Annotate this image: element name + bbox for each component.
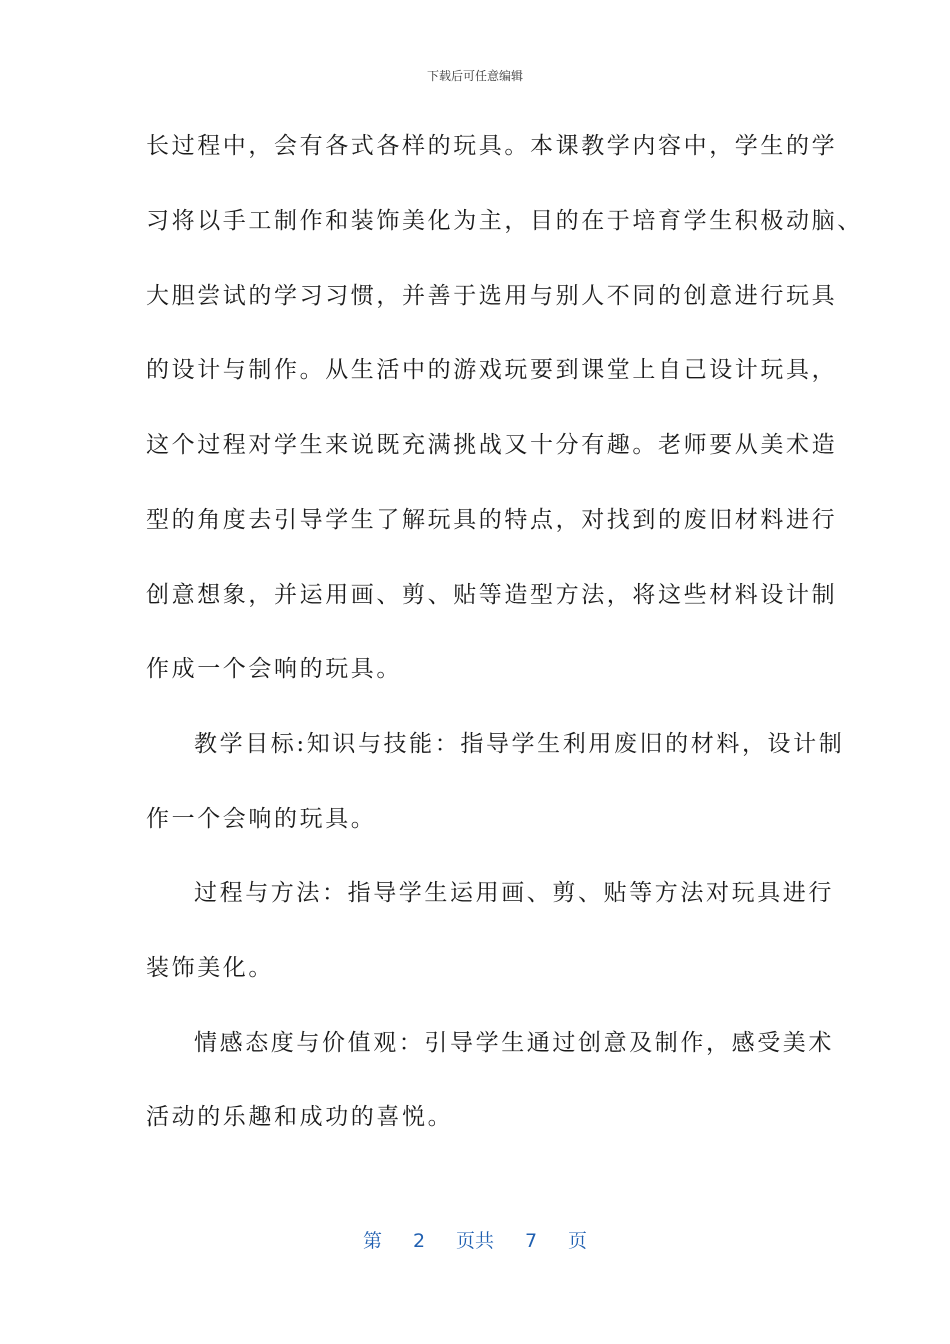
body-line: 作成一个会响的玩具。: [146, 656, 402, 682]
page-suffix: 页: [568, 1230, 588, 1252]
body-line: 型的角度去引导学生了解玩具的特点，对找到的废旧材料进行: [146, 507, 838, 533]
current-page-number: 2: [412, 1230, 426, 1252]
body-line: 长过程中，会有各式各样的玩具。本课教学内容中，学生的学: [146, 133, 838, 159]
page-prefix: 第: [362, 1230, 382, 1252]
page-number-footer: [0, 1226, 950, 1253]
body-line: 的设计与制作。从生活中的游戏玩要到课堂上自己设计玩具，: [146, 357, 838, 383]
paragraph-teaching-goals: 教学目标:知识与技能：指导学生利用废旧的材料，设计制: [194, 731, 845, 757]
body-line: 这个过程对学生来说既充满挑战又十分有趣。老师要从美术造: [146, 432, 838, 458]
page-header-note: 下载后可任意编辑: [426, 69, 523, 83]
total-pages-number: 7: [524, 1230, 538, 1252]
body-line: 装饰美化。: [146, 955, 274, 981]
body-line: 创意想象，并运用画、剪、贴等造型方法，将这些材料设计制: [146, 582, 838, 608]
paragraph-emotion-values: 情感态度与价值观：引导学生通过创意及制作，感受美术: [194, 1030, 834, 1056]
page-mid: 页共: [455, 1230, 494, 1252]
paragraph-process-method: 过程与方法：指导学生运用画、剪、贴等方法对玩具进行: [194, 880, 834, 906]
body-line: 作一个会响的玩具。: [146, 806, 377, 832]
body-line: 活动的乐趣和成功的喜悦。: [146, 1104, 454, 1130]
body-line: 习将以手工制作和装饰美化为主，目的在于培育学生积极动脑、: [146, 208, 863, 234]
body-line: 大胆尝试的学习习惯，并善于选用与别人不同的创意进行玩具: [146, 283, 838, 309]
